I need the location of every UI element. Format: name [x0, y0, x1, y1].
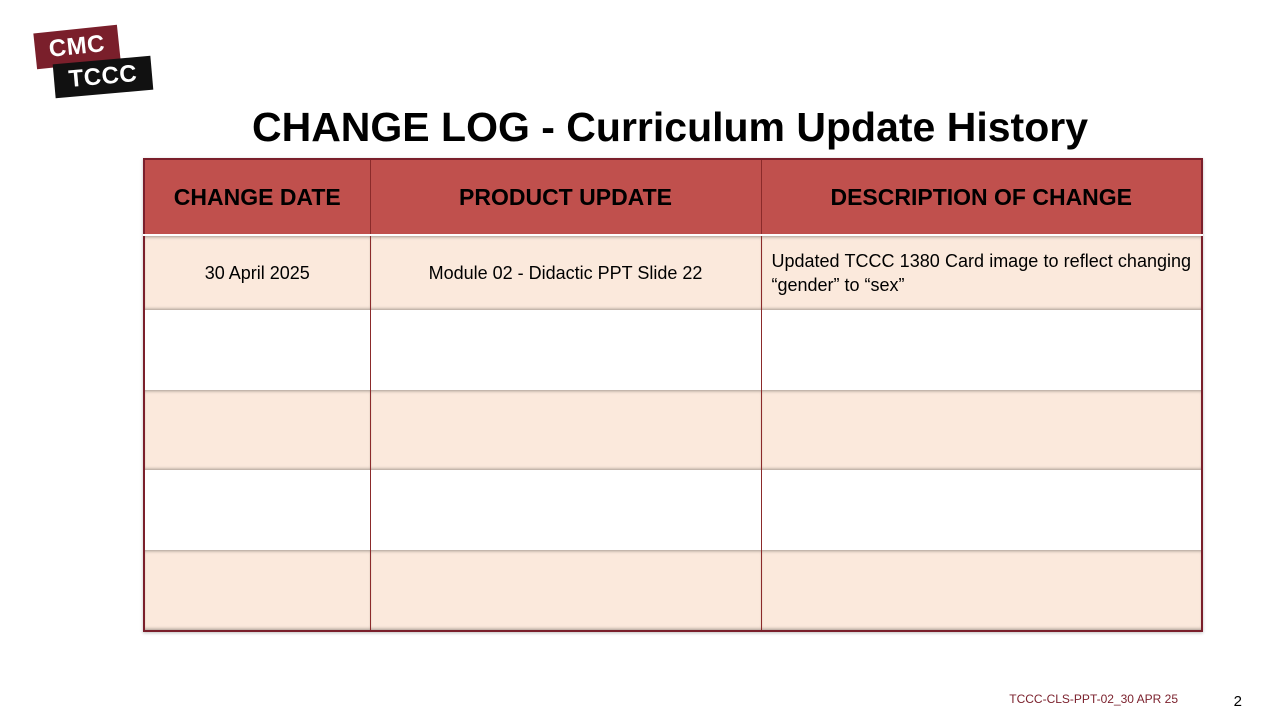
- cell-description: Updated TCCC 1380 Card image to reflect changing “gender” to “sex”: [761, 235, 1202, 310]
- cell-description: [761, 550, 1202, 631]
- page-number: 2: [1233, 693, 1242, 710]
- cell-change-date: [144, 390, 370, 470]
- cell-product-update: [370, 470, 761, 550]
- cell-change-date: 30 April 2025: [144, 235, 370, 310]
- cmc-tccc-logo: [34, 26, 156, 98]
- cell-change-date: [144, 310, 370, 390]
- logo-black-banner: [53, 56, 154, 98]
- cell-change-date: [144, 470, 370, 550]
- cell-product-update: [370, 390, 761, 470]
- header-product-update: PRODUCT UPDATE: [370, 159, 761, 235]
- cell-description: [761, 470, 1202, 550]
- document-code: TCCC-CLS-PPT-02_30 APR 25: [1009, 692, 1178, 706]
- table-row: [144, 550, 1202, 631]
- change-log-table: [143, 158, 1203, 632]
- table-row: [144, 390, 1202, 470]
- header-description-of-change: DESCRIPTION OF CHANGE: [761, 159, 1202, 235]
- cell-product-update: Module 02 - Didactic PPT Slide 22: [370, 235, 761, 310]
- cell-description: [761, 310, 1202, 390]
- table-row: [144, 235, 1202, 310]
- cell-change-date: [144, 550, 370, 631]
- cell-product-update: [370, 310, 761, 390]
- table-row: [144, 310, 1202, 390]
- table-row: [144, 470, 1202, 550]
- logo-text-cmc: CMC: [47, 30, 107, 63]
- header-change-date: CHANGE DATE: [144, 159, 370, 235]
- table-header-row: [144, 159, 1202, 235]
- cell-description: [761, 390, 1202, 470]
- page-title: CHANGE LOG - Curriculum Update History: [251, 104, 1088, 150]
- cell-product-update: [370, 550, 761, 631]
- logo-text-tccc: TCCC: [67, 60, 139, 93]
